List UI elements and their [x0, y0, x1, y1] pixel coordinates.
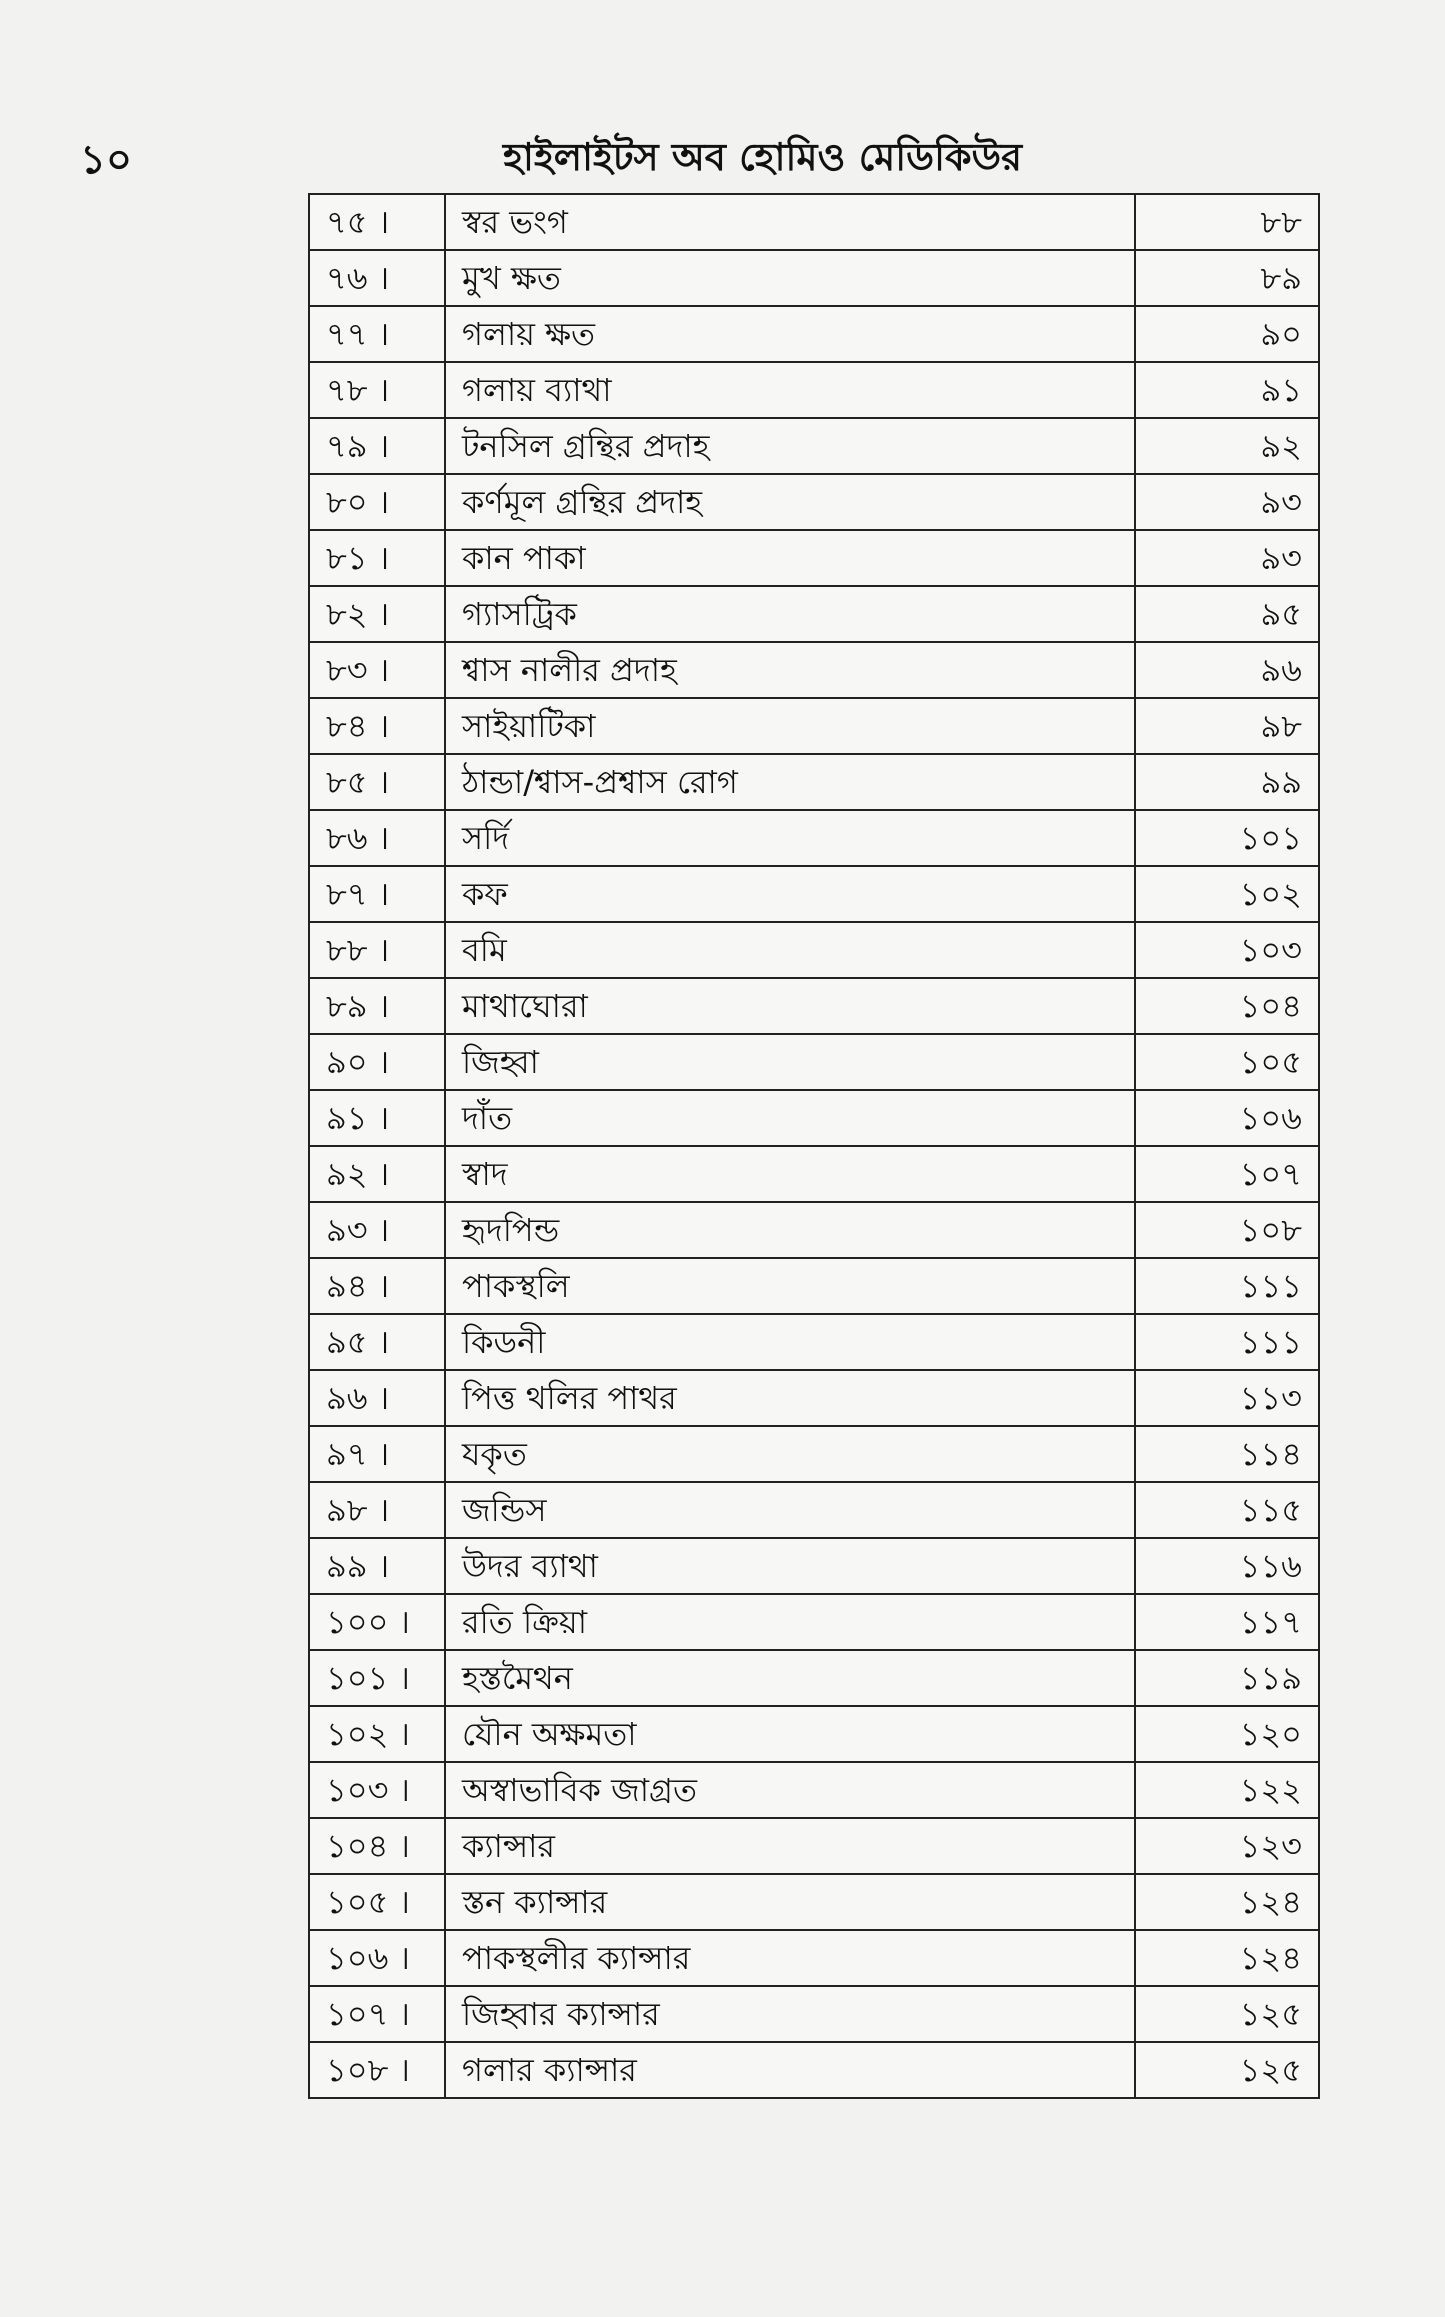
- entry-page: ১০৬: [1135, 1090, 1319, 1146]
- entry-number: ৭৭ ।: [309, 306, 445, 362]
- entry-page: ১১৭: [1135, 1594, 1319, 1650]
- table-row: [309, 250, 1319, 306]
- table-row: [309, 1370, 1319, 1426]
- entry-number: ১০০ ।: [309, 1594, 445, 1650]
- entry-page: ১০৫: [1135, 1034, 1319, 1090]
- table-row: [309, 2042, 1319, 2098]
- entry-number: ৯৭ ।: [309, 1426, 445, 1482]
- entry-title: স্তন ক্যান্সার: [445, 1874, 1135, 1930]
- entry-number: ৯৬ ।: [309, 1370, 445, 1426]
- entry-page: ১০৭: [1135, 1146, 1319, 1202]
- entry-title: হস্তমৈথন: [445, 1650, 1135, 1706]
- entry-page: ১২০: [1135, 1706, 1319, 1762]
- table-row: [309, 418, 1319, 474]
- entry-title: দাঁত: [445, 1090, 1135, 1146]
- entry-title: টনসিল গ্রন্থির প্রদাহ: [445, 418, 1135, 474]
- entry-title: ঠান্ডা/শ্বাস-প্রশ্বাস রোগ: [445, 754, 1135, 810]
- page-number: ১০: [80, 137, 132, 183]
- table-row: [309, 698, 1319, 754]
- entry-number: ৭৬ ।: [309, 250, 445, 306]
- table-row: [309, 474, 1319, 530]
- table-row: [309, 922, 1319, 978]
- entry-title: উদর ব্যাথা: [445, 1538, 1135, 1594]
- table-row: [309, 1650, 1319, 1706]
- table-row: [309, 586, 1319, 642]
- entry-title: কফ: [445, 866, 1135, 922]
- entry-page: ৯১: [1135, 362, 1319, 418]
- entry-number: ৯৫ ।: [309, 1314, 445, 1370]
- table-row: [309, 530, 1319, 586]
- contents-table-body: [309, 194, 1319, 2098]
- table-row: [309, 1146, 1319, 1202]
- entry-page: ১২৪: [1135, 1930, 1319, 1986]
- entry-title: স্বাদ: [445, 1146, 1135, 1202]
- entry-number: ৮০ ।: [309, 474, 445, 530]
- table-row: [309, 1482, 1319, 1538]
- entry-number: ১০১ ।: [309, 1650, 445, 1706]
- entry-page: ৯৯: [1135, 754, 1319, 810]
- entry-number: ৮৭ ।: [309, 866, 445, 922]
- entry-page: ১১৫: [1135, 1482, 1319, 1538]
- entry-title: জন্ডিস: [445, 1482, 1135, 1538]
- entry-page: ৯০: [1135, 306, 1319, 362]
- table-row: [309, 306, 1319, 362]
- table-row: [309, 1818, 1319, 1874]
- table-row: [309, 1258, 1319, 1314]
- entry-page: ১১৬: [1135, 1538, 1319, 1594]
- entry-number: ১০৬ ।: [309, 1930, 445, 1986]
- entry-page: ১১৪: [1135, 1426, 1319, 1482]
- entry-number: ৯৪ ।: [309, 1258, 445, 1314]
- entry-title: ক্যান্সার: [445, 1818, 1135, 1874]
- entry-number: ৯৯ ।: [309, 1538, 445, 1594]
- table-row: [309, 978, 1319, 1034]
- entry-number: ৯০ ।: [309, 1034, 445, 1090]
- entry-page: ১২৩: [1135, 1818, 1319, 1874]
- entry-title: কর্ণমূল গ্রন্থির প্রদাহ: [445, 474, 1135, 530]
- entry-page: ১০৩: [1135, 922, 1319, 978]
- table-row: [309, 194, 1319, 250]
- entry-page: ১২৪: [1135, 1874, 1319, 1930]
- entry-title: গলায় ব্যাথা: [445, 362, 1135, 418]
- entry-page: ৯৩: [1135, 530, 1319, 586]
- table-row: [309, 1314, 1319, 1370]
- entry-number: ৮৫ ।: [309, 754, 445, 810]
- entry-title: সাইয়াটিকা: [445, 698, 1135, 754]
- contents-table: [308, 193, 1320, 2099]
- entry-number: ৮২ ।: [309, 586, 445, 642]
- entry-title: কান পাকা: [445, 530, 1135, 586]
- entry-title: পাকস্থলীর ক্যান্সার: [445, 1930, 1135, 1986]
- entry-number: ৭৯ ।: [309, 418, 445, 474]
- entry-number: ৭৫ ।: [309, 194, 445, 250]
- entry-page: ৯২: [1135, 418, 1319, 474]
- entry-number: ৮৪ ।: [309, 698, 445, 754]
- table-row: [309, 362, 1319, 418]
- entry-title: গ্যাসট্রিক: [445, 586, 1135, 642]
- entry-page: ৮৯: [1135, 250, 1319, 306]
- entry-title: সর্দি: [445, 810, 1135, 866]
- entry-page: ৮৮: [1135, 194, 1319, 250]
- entry-title: হৃদপিন্ড: [445, 1202, 1135, 1258]
- entry-title: অস্বাভাবিক জাগ্রত: [445, 1762, 1135, 1818]
- entry-page: ৯৮: [1135, 698, 1319, 754]
- entry-number: ৮১ ।: [309, 530, 445, 586]
- entry-title: স্বর ভংগ: [445, 194, 1135, 250]
- entry-number: ১০৪ ।: [309, 1818, 445, 1874]
- entry-number: ৯৩ ।: [309, 1202, 445, 1258]
- table-row: [309, 1594, 1319, 1650]
- entry-title: জিহ্বার ক্যান্সার: [445, 1986, 1135, 2042]
- entry-page: ১০৪: [1135, 978, 1319, 1034]
- entry-title: গলার ক্যান্সার: [445, 2042, 1135, 2098]
- table-row: [309, 1538, 1319, 1594]
- entry-title: মাথাঘোরা: [445, 978, 1135, 1034]
- table-row: [309, 1874, 1319, 1930]
- table-row: [309, 1426, 1319, 1482]
- table-row: [309, 1986, 1319, 2042]
- entry-title: শ্বাস নালীর প্রদাহ: [445, 642, 1135, 698]
- entry-title: গলায় ক্ষত: [445, 306, 1135, 362]
- table-row: [309, 1930, 1319, 1986]
- entry-number: ৮৩ ।: [309, 642, 445, 698]
- entry-page: ১১৩: [1135, 1370, 1319, 1426]
- entry-number: ৯২ ।: [309, 1146, 445, 1202]
- entry-page: ১২৫: [1135, 1986, 1319, 2042]
- entry-title: কিডনী: [445, 1314, 1135, 1370]
- table-row: [309, 754, 1319, 810]
- entry-number: ১০৮ ।: [309, 2042, 445, 2098]
- entry-number: ১০২ ।: [309, 1706, 445, 1762]
- table-row: [309, 1202, 1319, 1258]
- entry-title: যৌন অক্ষমতা: [445, 1706, 1135, 1762]
- table-row: [309, 866, 1319, 922]
- entry-title: রতি ক্রিয়া: [445, 1594, 1135, 1650]
- entry-title: জিহ্বা: [445, 1034, 1135, 1090]
- entry-title: মুখ ক্ষত: [445, 250, 1135, 306]
- table-row: [309, 810, 1319, 866]
- entry-number: ১০৫ ।: [309, 1874, 445, 1930]
- table-row: [309, 1706, 1319, 1762]
- entry-title: পিত্ত থলির পাথর: [445, 1370, 1135, 1426]
- entry-number: ৮৬ ।: [309, 810, 445, 866]
- entry-number: ১০৭ ।: [309, 1986, 445, 2042]
- entry-number: ৮৮ ।: [309, 922, 445, 978]
- entry-number: ১০৩ ।: [309, 1762, 445, 1818]
- entry-number: ৮৯ ।: [309, 978, 445, 1034]
- table-row: [309, 1090, 1319, 1146]
- entry-number: ৯৮ ।: [309, 1482, 445, 1538]
- entry-page: ৯৬: [1135, 642, 1319, 698]
- entry-number: ৯১ ।: [309, 1090, 445, 1146]
- entry-page: ১২৫: [1135, 2042, 1319, 2098]
- entry-page: ১২২: [1135, 1762, 1319, 1818]
- entry-page: ১০৮: [1135, 1202, 1319, 1258]
- entry-page: ১০২: [1135, 866, 1319, 922]
- entry-page: ৯৫: [1135, 586, 1319, 642]
- entry-title: পাকস্থলি: [445, 1258, 1135, 1314]
- entry-page: ৯৩: [1135, 474, 1319, 530]
- running-title: হাইলাইটস অব হোমিও মেডিকিউর: [502, 135, 1023, 179]
- entry-title: যকৃত: [445, 1426, 1135, 1482]
- entry-page: ১১১: [1135, 1314, 1319, 1370]
- table-row: [309, 1762, 1319, 1818]
- entry-number: ৭৮ ।: [309, 362, 445, 418]
- table-row: [309, 1034, 1319, 1090]
- entry-page: ১১১: [1135, 1258, 1319, 1314]
- entry-page: ১১৯: [1135, 1650, 1319, 1706]
- entry-page: ১০১: [1135, 810, 1319, 866]
- table-row: [309, 642, 1319, 698]
- entry-title: বমি: [445, 922, 1135, 978]
